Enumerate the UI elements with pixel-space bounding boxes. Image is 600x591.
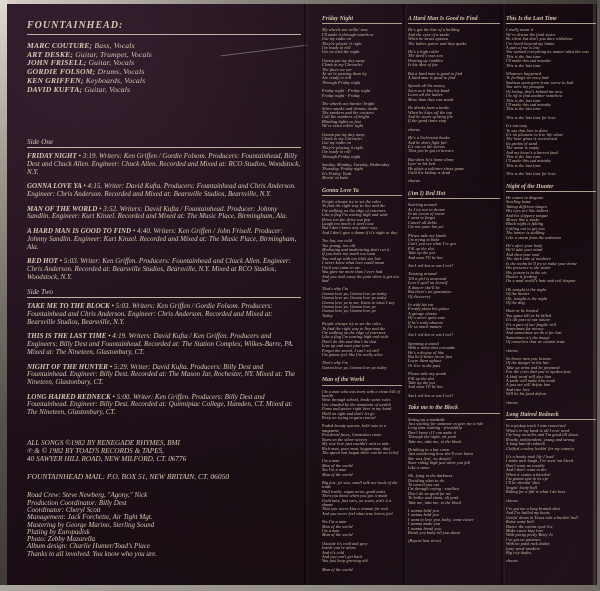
- member-roles: Guitar, Vocals: [88, 58, 135, 68]
- lyrics-stanza: It's not easy To say that love is done It's no pleasure to live life alone The hour glass is overturned Its grains of sand The moon is empty And my heart's a barren land This is the last time I'll make this sad mistake This is the last time: [506, 123, 564, 168]
- lyrics-stanza: chorus: [506, 558, 518, 564]
- lyrics-song-title: Gonna Love Ya: [322, 188, 402, 196]
- track-entry: [27, 153, 301, 176]
- track-title: MAN OF THE WORLD: [27, 204, 100, 213]
- lyrics-stanza: (Repeat last verse): [408, 538, 442, 544]
- track-time: • 3:19.: [78, 152, 100, 161]
- lyrics-song-title: This Is the Last Time: [506, 16, 596, 24]
- lyrics-stanza: Drinking in a bar room Just wondering how she'll ever know She was lyin', no denyin' Start riding high just when you fall Like a stone.: [408, 447, 474, 470]
- lyrics-stanza: So brave men you beware Of the danger in his lair Take up arms and be prepared For the cries that you've spoken fear A kind word will slay him A smile will make him weak A just act will defeat him And true love Will be his fatal defeat: [506, 356, 572, 397]
- fold-crease-3: [501, 4, 505, 585]
- side-two-track-list: [27, 303, 301, 416]
- lyrics-stanza: Oh, lying in the darkness Deciding what to do To cancel you out I'm through crying - swallow Don't do no good for me To holler and shout, oh yeah Take me, take me, to the block: [408, 473, 462, 505]
- track-title: LONG HAIRED REDNECK: [27, 392, 113, 401]
- lyrics-stanza: He's got the bite of a bulldog And the eyes of a snake When he struts uptown The ladies quiver and they quake: [408, 27, 467, 46]
- lyrics-stanza: Twisting around Till a girl is unwound Love's spell on herself A dancer she'll be But there's no guarantee Of discovery: [408, 271, 452, 299]
- track-title: THIS IS THE LAST TIME: [27, 332, 109, 341]
- album-sleeve: [7, 4, 597, 585]
- track-entry: [27, 258, 301, 281]
- track-entry: [27, 303, 301, 326]
- lyrics-stanza: Friday night - Friday night Friday night - Friday: [322, 88, 371, 98]
- side-two-label: Side Two: [27, 288, 301, 298]
- member-name: DAVID KUFTA;: [27, 84, 83, 94]
- track-time: • 5:03.: [59, 257, 81, 266]
- member-roles: Guitar, Vocals: [84, 84, 131, 94]
- track-credits: Writers: David Kufta / Fountainhead. Producer: Johnny Sandlin. Engineer: Kurt Kinzel. Recorded and Mixed at: The Music Place, Birmingham, Ala.: [27, 204, 288, 221]
- lyrics-stanza: He's a Galveston bucko And he don't fight fair It's out on the streets That you've got to beware: [408, 135, 454, 154]
- lyrics-stanza: The wheels are burnin' bright Silver smoke and chrome inside The smokers and the cruisers Call the numbers of bright Blinding lights so fast We're extra rollin' tight: [322, 101, 379, 129]
- lyrics-stanza: I've got me a long branch shot And I've bulled my boots Gettin' down to Texas ride a buckin' bull Raise some hell Dance the cotton eyed Joe Make sweet lazy love With young pretty Betty Jo I've got no patience With no punk rock dudes Lazy weed smokers Big city dudes.: [506, 505, 578, 556]
- lyrics-stanza: But a hard man is good to find A hard man is good to find: [408, 70, 463, 81]
- lyrics-stanza: But when he's home alone Lyin' in his bed He plays a solitaire chess game Until his bishop is dead: [408, 156, 465, 175]
- credit-line: Plating by Europadisk: [27, 527, 90, 536]
- credit-line: Production Coordinator: Billy Dest: [27, 498, 127, 507]
- credit-line: Management: Jack Forchette, Air Tight Mgt.: [27, 513, 153, 522]
- lyrics-stanza: Gonna put my day away Climb in my Chevrolet The faces we see As we're passing them by Are ready to roll Through Friday night: [322, 57, 367, 85]
- track-time: • 5:00.: [112, 392, 133, 401]
- lyrics-stanza: He's after your body He'll take your mind And then your soul The dark side of nowhere Is the realm he'll try to make your home His presence is the water His poison is in the air Hunter is feeding On a mad world's hate and evil despair: [506, 243, 577, 284]
- production-credits-list: [27, 492, 301, 558]
- lyrics-song-title: (Am I) Red Hot: [408, 191, 500, 199]
- lyrics-stanza: Whatever happened To feelings we once had Sadness upon grew from worse to bad You were my paragon Of loving, that's behind me now I'm off to find another somehow This is the last time I'll make this sad mistake This is the last time: [506, 71, 574, 112]
- lyrics-column-2: [408, 16, 500, 548]
- band-members-list: [27, 42, 301, 94]
- track-time: • 3:52.: [99, 204, 120, 213]
- track-entry: [27, 394, 301, 417]
- fold-crease-2: [403, 4, 407, 585]
- legal-line: ℗ & © 1982 BY TOAD'S RECORDS & TAPES,: [27, 447, 164, 455]
- member-roles: Bass, Vocals: [94, 41, 135, 50]
- lyrics-stanza: He comes in disguise Stealing home Taking different shapes His eyes are like bullets And his slippery tongue Moves like a snake Black night is falling Calling out to get you The hunter is stalking Like a storm from the unknown: [506, 195, 561, 240]
- lyrics-song-title: Take me to the Block: [408, 405, 500, 413]
- lyrics-stanza: chorus: [408, 126, 420, 132]
- member-name: GORDIE FOLSOM;: [27, 67, 96, 77]
- track-title: TAKE ME TO THE BLOCK: [27, 302, 112, 311]
- fold-crease-1: [304, 4, 308, 585]
- lyrics-stanza: I'm a man who was born with a clean bill of health Went through school, broke some rules Got clouded by the mountain of wealth Fame and power right here in my hand Hold on tight and don't let go Keep on trying to gain control: [322, 388, 401, 421]
- lyrics-stanza: Gonna put my day away Climb in my Chevrolet Got my radio on They're playing it right I'm ready to roll Through Friday night: [322, 131, 365, 159]
- credit-line: Thanks to all involved. You know who you are.: [27, 549, 158, 558]
- legal-line: 40 SAWYER HILL ROAD, NEW MILFORD, CT. 06776: [27, 455, 187, 464]
- lyrics-stanza: People always try to set the rules To find the right way to live and die I'm walking on the edge of extremes Like a flag I'm soaring high and wide Don't do this and don't do that Line up and wait your turn Forget the moral, I can't sit still I'm gonna feel like I'm really alive: [322, 321, 389, 357]
- lyrics-stanza: Outside it's cold and grey Inside you're alone And it's cold And you can't get back You just keep growing old: [322, 540, 368, 564]
- track-credits: Writers: David Kufta / Ken Griffen. Producers and Engineers: Billy Dest and Fountainhead. Recorded at: The Station Complex, Wilkes-Barre, PA. Mixed at: The Nineteen, Glastonbury, CT.: [27, 332, 294, 356]
- lyrics-stanza: chorus: [408, 178, 420, 184]
- lyrics-stanza: He drinks from a bottle When he bites off the top And he starts spitting fire If the good times stop: [408, 105, 454, 124]
- lyrics-stanza: I wanna hold you I wanna hold you I want to love you, baby, come closer I wanna make you I wanna break you Break you baby till you shout: [408, 507, 474, 535]
- track-entry: [27, 364, 301, 387]
- track-entry: [27, 333, 301, 356]
- lyrics-stanza: I really mean it We've drawn the final straw Be silent but don't you dare withdraw I've loved beyond my limits A part of me is lost You wanted everything no matter what the cost This is the last time I'll make this sad mistake This is the last time: [506, 27, 589, 68]
- photo-edge-bottom: [0, 585, 600, 591]
- lyrics-stanza: This is the last time for love.: [506, 114, 557, 120]
- track-title: RED HOT: [27, 257, 60, 266]
- track-credits: Writers: Ken Griffen / Gordie Folsom. Producers: Fountainhead and Chris Anderson. Engineer: Chris Anderson. Recorded and Mixed at: Bearsville Studios, Bearsville, N.Y.: [27, 302, 273, 326]
- credit-line: Coordinator: Cheryl Scott: [27, 506, 101, 514]
- credit-line: Photo: Zebby Mazarella: [27, 535, 96, 544]
- track-entry: [27, 206, 301, 221]
- lyrics-stanza: Man of the world: [322, 566, 353, 572]
- lyrics-stanza: chorus: [506, 347, 518, 353]
- track-credits: Writers: Ken Griffen / Gordie Folsom. Producers: Fountainhead, Billy Dest and Chuck Allen. Engineer: Chuck Allen. Recorded and Mixed at: RCO Studios, Woodstock, N.Y.: [27, 152, 301, 176]
- lyrics-stanza: Big jets, jet sets, small talk are tools of the trade Half truths, vague news, good seats Then you know when you got it made Gold nuts, fast cars, no scars, ain't it a shame That you never kiss a woman for real And you never feel what true lovers feel: [322, 479, 398, 516]
- band-title: FOUNTAINHEAD:: [27, 20, 301, 35]
- lyrics-stanza: Please take my words Fill up the slot Take up the pot And soon I'll be hot.: [408, 371, 447, 390]
- track-time: • 4:19.: [108, 332, 129, 341]
- credit-line: Album design: Charlie Hunter/Toad's Place: [27, 542, 150, 551]
- lyrics-column-3: [506, 16, 596, 568]
- lyrics-stanza: My wheels are rollin' now I'll make it through somehow Got my radio on They're playin' it right I'm ready to roll Get on with the night: [322, 27, 374, 55]
- lyrics-stanza: chorus: [506, 399, 518, 405]
- lyrics-stanza: It's a honky tonk life I lead I make men laugh, I've seen 'em bleed Don't want no trouble And I don't want to die When it comes a knockin' I'm gonna spit in its eye I'll be shootin' dice Singin' lowly ball Riding for a fall is what I do best.: [506, 453, 574, 495]
- lyrics-stanza: Am I red hot or am I not?: [408, 263, 454, 269]
- lyrics-stanza: Yes I'm a man Man of the world I'm a man Man of the world: [322, 519, 353, 538]
- member-roles: Keyboards, Vocals: [85, 75, 146, 85]
- track-entry: [27, 228, 301, 251]
- lyrics-stanza: In a pickup truck I was conceived What's in my bank is all I ever need I'm long on miles and I'm good till dawn Rowdy, independent, young and strong A long haired redneck Citified cowboy lookin' for my country: [506, 423, 578, 451]
- lyrics-song-title: Night of the Hunter: [506, 184, 596, 192]
- track-title: GONNA LOVE YA: [27, 182, 84, 191]
- fan-mail-line: FOUNTAINHEAD MAIL: P.O. BOX 51, NEW BRITAIN, CT. 06050: [27, 472, 230, 482]
- lyrics-stanza: Am I red hot or am I not?: [408, 332, 454, 338]
- lyrics-stanza: Spinning a sound With a noise that resounds He's a deejay of hits But he'd better move fast Leave them aghast Or live in the past: [408, 340, 455, 368]
- copyright-block: [27, 439, 301, 464]
- track-title: FRIDAY NIGHT: [27, 152, 79, 161]
- lyrics-song-title: Friday Night: [322, 16, 402, 24]
- track-title: A HARD MAN IS GOOD TO FIND: [27, 227, 133, 236]
- track-entry: [27, 183, 301, 198]
- member-name: ART DESKE;: [27, 49, 74, 59]
- lyrics-stanza: Too hot, too cold Too young, too old Mediating and moderating don't cut it If you have too much too soon You end up with too little too late I never knew what love could mean Until you came to me You gave me more than I ever had And you took away the pain when it got too bad: [322, 238, 399, 283]
- lyrics-stanza: He's a high roller The devil's own son Heating up rumbles Is his idea of fun: [408, 49, 444, 68]
- lyrics-column-1: [322, 16, 402, 576]
- lyrics-song-title: A Hard Man Is Good to Find: [408, 16, 500, 24]
- track-time: • 5:03.: [111, 302, 133, 311]
- lyrics-stanza: Am I red hot or am I not?: [408, 392, 454, 398]
- track-time: • 4:40.: [132, 227, 154, 236]
- lyrics-stanza: I'm a man Man of the world Yes I'm a man Man of the world: [322, 458, 353, 477]
- lyrics-stanza: Sitting on a roadside Just waiting for someone to give me a ride Long time waiting - friendship Don't know if I can make it Through the night, oh yeah Take me, take me, to the block: [408, 416, 484, 444]
- lyrics-song-title: Man of the World: [322, 377, 402, 385]
- track-credits: Writer: David Kufta. Producers: Fountainhead and Chris Anderson. Engineer: Chris Anderson. Recorded and Mixed at: Bearsville Studios, Bearsville, N.Y.: [27, 182, 296, 199]
- track-credits: Writer: Ken Griffen. Producers: Billy Dest and Fountainhead. Engineer: Billy Dest. Recorded at: Quinnipiac College, Hamden, CT. Mixed at: The Nineteen, Glastonbury, CT.: [27, 392, 293, 417]
- lyrics-stanza: Faded beauty queens, hold outs in a magazine Powdered faces, limousines came Stars on the silver screen My true love just couldn't wait to take Rich man, poor man, beggarman, thief The queen has begun there can be no relief: [322, 423, 399, 455]
- lyrics-stanza: In with his cat Freddy plays his guitar A garage classic He's never quite sure If he's truly obscure Or so much mature: [408, 301, 450, 329]
- member-roles: Drums, Vocals: [97, 67, 145, 77]
- lyrics-stanza: That's why I'm Gonna love ya, Gonna love ya today Gonna love ya, Gonna love ya today Gonna love ya to me, listen to what I say Gonna love ya, Gonna love ya Gonna love ya, Gonna love ya Today: [322, 286, 395, 318]
- credit-line: Mastering by George Marino, Sterling Sound: [27, 520, 155, 529]
- lyrics-stanza: Spends all his money Soon as it hits his hand Loves all the ladies More than they can stand: [408, 83, 454, 102]
- member-line: [27, 86, 301, 95]
- photo-edge-left: [0, 0, 7, 591]
- side-one-label: Side One: [27, 138, 301, 148]
- member-name: KEN GRIFFEN;: [27, 75, 84, 85]
- lyrics-stanza: Sunday, Monday, Tuesday, Wednesday Thursday, Friday night It's Friday. Yeah. Movin' in babe: [322, 161, 390, 181]
- lyrics-stanza: chorus: [506, 497, 518, 503]
- member-name: MARC COUTURE;: [27, 41, 93, 50]
- track-title: NIGHT OF THE HUNTER: [27, 362, 110, 371]
- legal-line: ALL SONGS ©1982 BY RENEGADE RHYMES, BMI: [27, 438, 180, 447]
- lyrics-stanza: That's why I'm Gonna love ya, Gonna love ya today: [322, 360, 387, 370]
- lyrics-stanza: This is the last time for love.: [506, 171, 557, 177]
- track-time: • 4:15.: [83, 182, 104, 191]
- band-credits-panel: [27, 20, 301, 558]
- track-credits: Writer: Ken Griffen. Producers: Fountainhead and Chuck Allen. Engineer: Chris Anderson. Recorded at: Bearsville Studios, Bearsville, N.Y. Mixed at RCO Studios, Woodstock, N.Y.: [27, 257, 291, 281]
- credit-line: Road Crew: Steve Newberg, "Agony," Nick: [27, 491, 148, 500]
- lyrics-stanza: Swirling around As I try not to drown In an ocean of sweat I want to forget Cancel all debts I'm not quite hot yet: [408, 202, 445, 230]
- track-credits: Writer: David Kufta. Producers: Billy Dest and Fountainhead. Engineer: Billy Dest. Recorded at: The Mason Jar, Rochester, NY. Mixed at: The Nineteen, Glastonbury, CT.: [27, 362, 296, 386]
- track-time: • 5:29.: [109, 362, 131, 371]
- lyrics-stanza: Please take my hands I'm trying to bake Can't you see what I've got Fill up the slot Take up the pot And soon I'll be hot: [408, 232, 456, 260]
- member-name: JOHN FRISELL;: [27, 58, 87, 68]
- lyrics-song-title: Long Haired Redneck: [506, 412, 596, 420]
- member-roles: Guitar, Trumpet, Vocals: [75, 49, 152, 59]
- track-credits: Writers: Ken Griffen / John Frisell. Producer: Johnny Sandlin. Engineer: Kurt Kinzel. Recorded and Mixed at: The Music Place, Birmingham, Ala.: [27, 227, 297, 251]
- lyrics-stanza: Oh tonight is the night Of the hunter Oh, tonight is the night Of the dog: [506, 286, 548, 305]
- lyrics-stanza: People always try to set the rules To find the right way to live and die I'm walking on the edge of extremes Like a flag I'm waving high and wide Drive too far, drive too fast Laugh too much, it won't last But I don't know any other way And I don't give a damn if it's night or day: [322, 199, 398, 235]
- side-one-track-list: [27, 153, 301, 281]
- lyrics-stanza: Hunt or be hunted You gotta kill or be killed It's all part of our nature It's a part of our fragile will Sometimes for money And sometimes we do it for lust Sometimes it's the image Of ourselves that we cannot trust: [506, 308, 565, 345]
